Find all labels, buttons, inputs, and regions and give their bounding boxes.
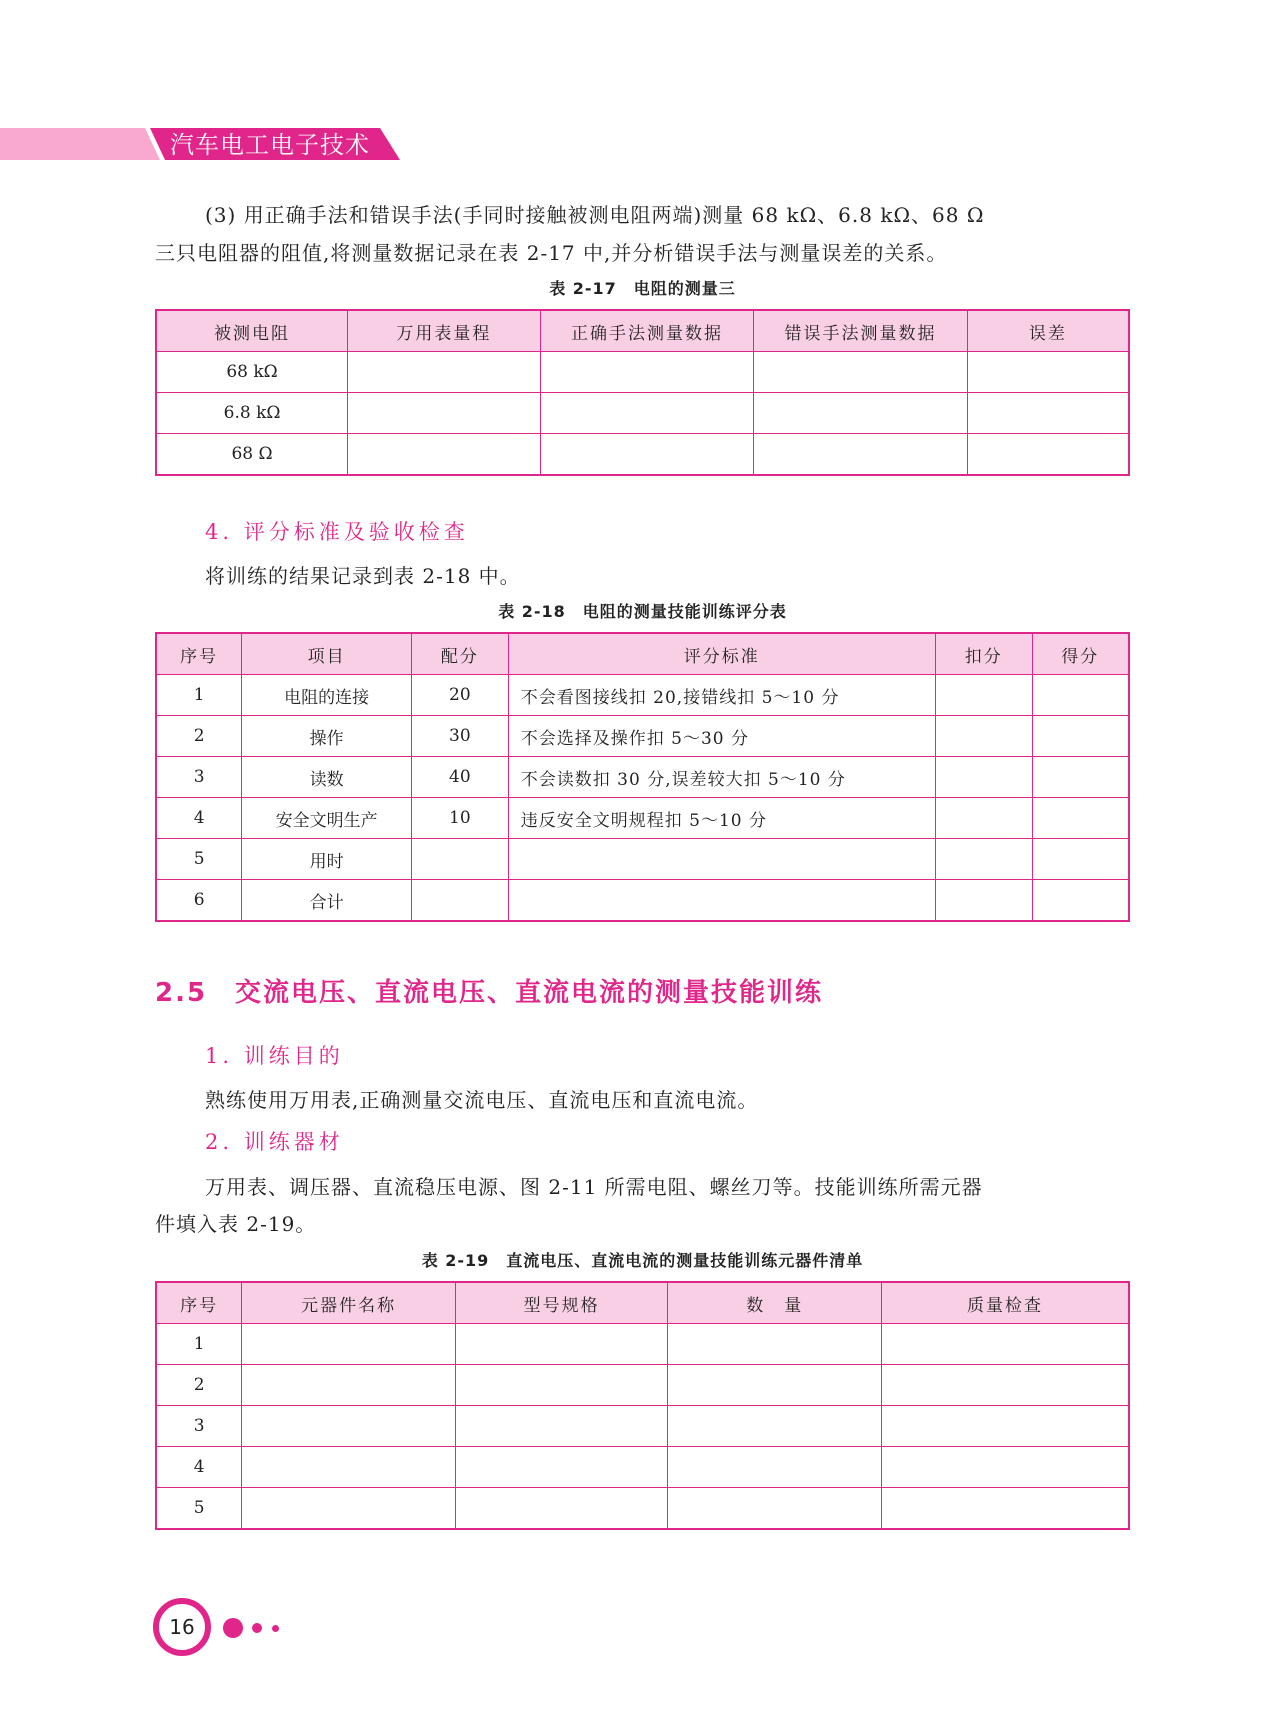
- decorative-dot-large: [223, 1618, 243, 1638]
- table-cell: [455, 1488, 668, 1530]
- table-header-row: [156, 1282, 1129, 1324]
- score-points: 10: [411, 798, 508, 839]
- table-cell: [455, 1324, 668, 1365]
- table-cell: [668, 1488, 882, 1530]
- table-cell: [668, 1324, 882, 1365]
- table-cell: [1032, 675, 1129, 716]
- table-cell: [242, 1406, 456, 1447]
- item-name: 电阻的连接: [242, 675, 412, 716]
- row-number: 2: [156, 1365, 242, 1406]
- col-header: 元器件名称: [242, 1282, 456, 1324]
- criteria-text: [508, 839, 935, 880]
- section-title: 交流电压、直流电压、直流电流的测量技能训练: [235, 978, 824, 1008]
- row-number: 3: [156, 757, 242, 798]
- col-header: 序号: [156, 633, 242, 675]
- row-number: 5: [156, 1488, 242, 1530]
- section-heading: [155, 972, 823, 1009]
- table-cell: [348, 352, 541, 393]
- col-header: 被测电阻: [156, 310, 348, 352]
- table-19: [155, 1281, 1130, 1530]
- table-cell: [967, 393, 1129, 434]
- table-header-row: [156, 633, 1129, 675]
- page-number: 16: [153, 1598, 211, 1656]
- table-cell: [935, 839, 1032, 880]
- table-cell: [540, 434, 754, 476]
- intro-line-1: (3) 用正确手法和错误手法(手同时接触被测电阻两端)测量 68 kΩ、6.8 kΩ、68 Ω: [205, 203, 985, 227]
- criteria-text: 违反安全文明规程扣 5～10 分: [508, 798, 935, 839]
- col-header: 型号规格: [455, 1282, 668, 1324]
- table-cell: [754, 434, 968, 476]
- table-cell: [242, 1365, 456, 1406]
- score-points: [411, 839, 508, 880]
- table-cell: [1032, 716, 1129, 757]
- table-cell: [540, 352, 754, 393]
- col-header: 序号: [156, 1282, 242, 1324]
- table-18-caption: 表 2-18 电阻的测量技能训练评分表: [498, 602, 787, 621]
- row-number: 4: [156, 1447, 242, 1488]
- table-row: [156, 434, 1129, 476]
- table-cell: [754, 352, 968, 393]
- col-header: 质量检查: [882, 1282, 1130, 1324]
- resistor-value: 68 Ω: [156, 434, 348, 476]
- subheading-equipment: 2. 训练器材: [205, 1130, 344, 1154]
- table-row: [156, 1447, 1129, 1488]
- row-number: 4: [156, 798, 242, 839]
- col-header: 万用表量程: [348, 310, 541, 352]
- table-cell: [882, 1488, 1130, 1530]
- table-cell: [455, 1447, 668, 1488]
- equipment-line-2: 件填入表 2-19。: [155, 1212, 317, 1236]
- table-cell: [455, 1365, 668, 1406]
- row-number: 1: [156, 675, 242, 716]
- subheading-purpose: 1. 训练目的: [205, 1044, 344, 1068]
- table-cell: [242, 1488, 456, 1530]
- row-number: 1: [156, 1324, 242, 1365]
- table-cell: [540, 393, 754, 434]
- table-cell: [882, 1324, 1130, 1365]
- row-number: 2: [156, 716, 242, 757]
- item-name: 安全文明生产: [242, 798, 412, 839]
- table-row: [156, 1324, 1129, 1365]
- table-cell: [1032, 880, 1129, 922]
- intro-line-2: 三只电阻器的阻值,将测量数据记录在表 2-17 中,并分析错误手法与测量误差的关系。: [155, 241, 948, 265]
- table-17-caption: 表 2-17 电阻的测量三: [549, 279, 736, 298]
- item-name: 操作: [242, 716, 412, 757]
- equipment-line-1: 万用表、调压器、直流稳压电源、图 2-11 所需电阻、螺丝刀等。技能训练所需元器: [205, 1175, 983, 1199]
- table-row: [156, 757, 1129, 798]
- col-header: 得分: [1032, 633, 1129, 675]
- table-row: [156, 1406, 1129, 1447]
- col-header: 评分标准: [508, 633, 935, 675]
- table-cell: [935, 757, 1032, 798]
- table-cell: [455, 1406, 668, 1447]
- table-row: [156, 393, 1129, 434]
- table-cell: [754, 393, 968, 434]
- criteria-text: 不会读数扣 30 分,误差较大扣 5～10 分: [508, 757, 935, 798]
- table-row: [156, 675, 1129, 716]
- table-cell: [348, 434, 541, 476]
- col-header: 扣分: [935, 633, 1032, 675]
- table-row: [156, 716, 1129, 757]
- resistor-value: 68 kΩ: [156, 352, 348, 393]
- table-cell: [935, 716, 1032, 757]
- col-header: 项目: [242, 633, 412, 675]
- table-18: [155, 632, 1130, 922]
- table-cell: [967, 352, 1129, 393]
- purpose-text: 熟练使用万用表,正确测量交流电压、直流电压和直流电流。: [205, 1088, 759, 1112]
- table-cell: [967, 434, 1129, 476]
- table-cell: [668, 1406, 882, 1447]
- item-name: 合计: [242, 880, 412, 922]
- table-cell: [935, 675, 1032, 716]
- row-number: 5: [156, 839, 242, 880]
- subheading-grading: 4. 评分标准及验收检查: [205, 520, 469, 544]
- table-header-row: [156, 310, 1129, 352]
- row-number: 3: [156, 1406, 242, 1447]
- table-cell: [882, 1406, 1130, 1447]
- score-points: 20: [411, 675, 508, 716]
- item-name: 读数: [242, 757, 412, 798]
- col-header: 错误手法测量数据: [754, 310, 968, 352]
- table-row: [156, 839, 1129, 880]
- col-header: 正确手法测量数据: [540, 310, 754, 352]
- col-header: 数 量: [668, 1282, 882, 1324]
- score-points: [411, 880, 508, 922]
- table-row: [156, 1365, 1129, 1406]
- item-name: 用时: [242, 839, 412, 880]
- table-cell: [668, 1365, 882, 1406]
- col-header: 配分: [411, 633, 508, 675]
- table-cell: [882, 1447, 1130, 1488]
- resistor-value: 6.8 kΩ: [156, 393, 348, 434]
- criteria-text: 不会选择及操作扣 5～30 分: [508, 716, 935, 757]
- col-header: 误差: [967, 310, 1129, 352]
- table-cell: [935, 798, 1032, 839]
- table-cell: [935, 880, 1032, 922]
- table-cell: [668, 1447, 882, 1488]
- table-row: [156, 880, 1129, 922]
- criteria-text: 不会看图接线扣 20,接错线扣 5～10 分: [508, 675, 935, 716]
- decorative-dot-small: [272, 1625, 279, 1632]
- criteria-text: [508, 880, 935, 922]
- table-cell: [1032, 798, 1129, 839]
- table-19-caption: 表 2-19 直流电压、直流电流的测量技能训练元器件清单: [421, 1251, 864, 1270]
- section-number: 2.5: [155, 978, 208, 1008]
- score-points: 40: [411, 757, 508, 798]
- table-row: [156, 352, 1129, 393]
- decorative-dot-medium: [252, 1623, 262, 1633]
- table-cell: [1032, 757, 1129, 798]
- table-17: [155, 309, 1130, 476]
- book-title: 汽车电工电子技术: [170, 131, 370, 159]
- row-number: 6: [156, 880, 242, 922]
- table-cell: [882, 1365, 1130, 1406]
- grading-text: 将训练的结果记录到表 2-18 中。: [205, 564, 521, 588]
- table-cell: [242, 1324, 456, 1365]
- table-row: [156, 1488, 1129, 1530]
- table-cell: [1032, 839, 1129, 880]
- table-cell: [348, 393, 541, 434]
- score-points: 30: [411, 716, 508, 757]
- table-cell: [242, 1447, 456, 1488]
- table-row: [156, 798, 1129, 839]
